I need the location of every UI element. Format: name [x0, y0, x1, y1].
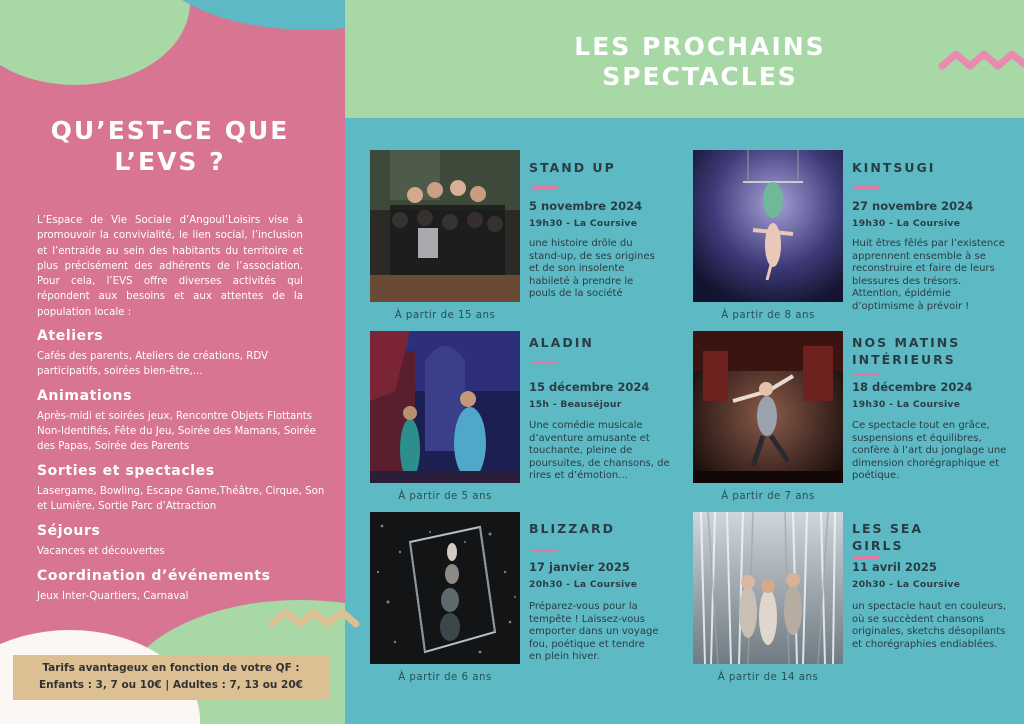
show-time: 19h30 - La Coursive — [852, 399, 961, 410]
section-sejours — [37, 523, 327, 559]
show-title: LES SEA GIRLS — [852, 521, 924, 553]
evs-intro: L’Espace de Vie Sociale d’Angoul’Loisirs vise à promouvoir la convivialité, le lien social, l’inclusion et l’entraide au sein des habitants du territoire et plus précisément des adhérents de l’association. Pour cela, l’EVS offre diverses activités qui répondent aux besoins et aux attentes de la population locale : — [37, 215, 303, 318]
show-title: NOS MATINS INTÉRIEURS — [852, 335, 961, 367]
show-time: 20h30 - La Coursive — [852, 579, 961, 590]
section-sorties — [37, 463, 327, 514]
tarifs-box — [13, 655, 329, 700]
show-date: 5 novembre 2024 — [529, 199, 643, 213]
section-title: Ateliers — [37, 328, 104, 344]
title-underline — [854, 373, 880, 376]
section-text: Vacances et découvertes — [37, 546, 165, 557]
section-title: Sorties et spectacles — [37, 463, 215, 479]
section-text: Jeux Inter-Quartiers, Carnaval — [37, 591, 189, 602]
show-date: 15 décembre 2024 — [529, 380, 650, 394]
squiggle-decoration — [268, 604, 360, 632]
age-label: À partir de 7 ans — [721, 491, 815, 502]
show-description: un spectacle haut en couleurs, où se succèdent chansons originales, sketchs désopilants et chorégraphies endiablées. — [852, 601, 1007, 650]
decor-blob — [0, 0, 190, 85]
show-description: Huit êtres fêlés par l’existence apprennent ensemble à se reconstruire et faire de leurs blessures des trésors. Attention, épidémie d’optimisme à prévoir ! — [852, 238, 1005, 312]
show-title: STAND UP — [529, 160, 616, 175]
title-underline — [854, 556, 880, 559]
section-title: Séjours — [37, 523, 101, 539]
show-description: Préparez-vous pour la tempête ! Laissez-vous emporter dans un voyage fou, poétique et tendre en plein hiver. — [529, 601, 659, 663]
show-description: Ce spectacle tout en grâce, suspensions et équilibres, confère à l’art du jonglage une dimension chorégraphique et poétique. — [852, 420, 1007, 482]
section-title: Coordination d’événements — [37, 568, 271, 584]
show-title: BLIZZARD — [529, 521, 615, 536]
age-label: À partir de 15 ans — [394, 310, 496, 321]
section-title: Animations — [37, 388, 133, 404]
activities-list — [37, 328, 327, 613]
show-time: 20h30 - La Coursive — [529, 579, 638, 590]
title-underline — [531, 549, 557, 552]
section-animations — [37, 388, 327, 454]
squiggle-decoration — [938, 46, 1024, 74]
title-underline — [531, 186, 557, 189]
show-photo-stand-up — [370, 150, 520, 302]
show-photo-aladin — [370, 331, 520, 483]
show-title: KINTSUGI — [852, 160, 936, 175]
section-coordination — [37, 568, 327, 604]
show-photo-blizzard — [370, 512, 520, 664]
section-text: Lasergame, Bowling, Escape Game,Théâtre, Cirque, Son et Lumière, Sortie Parc d’Attraction — [37, 486, 325, 512]
show-date: 18 décembre 2024 — [852, 380, 973, 394]
section-text: Après-midi et soirées jeux, Rencontre Objets Flottants Non-Identifiés, Fête du Jeu, Soirée des Mamans, Soirée des Papas, Soirée des Parents — [37, 411, 316, 452]
evs-title: QU’EST-CE QUE L’EVS ? — [50, 116, 290, 176]
title-underline — [854, 186, 880, 189]
show-time: 15h - Beauséjour — [529, 399, 622, 410]
show-photo-sea-girls — [693, 512, 843, 664]
tarifs-line: Tarifs avantageux en fonction de votre QF : — [42, 662, 300, 674]
show-date: 17 janvier 2025 — [529, 560, 630, 574]
title-underline — [531, 361, 557, 364]
section-text: Cafés des parents, Ateliers de créations, RDV participatifs, soirées bien-être,... — [37, 351, 268, 377]
show-title: ALADIN — [529, 335, 594, 350]
show-description: Une comédie musicale d’aventure amusante et touchante, pleine de poursuites, de chansons, de rires et d’émotion... — [529, 420, 670, 482]
age-label: À partir de 8 ans — [721, 310, 815, 321]
age-label: À partir de 14 ans — [717, 672, 819, 683]
show-time: 19h30 - La Coursive — [852, 218, 961, 229]
show-photo-nos-matins — [693, 331, 843, 483]
show-date: 11 avril 2025 — [852, 560, 937, 574]
show-date: 27 novembre 2024 — [852, 199, 974, 213]
age-label: À partir de 5 ans — [398, 491, 492, 502]
tarifs-line: Enfants : 3, 7 ou 10€ | Adultes : 7, 13 ou 20€ — [39, 679, 303, 691]
section-ateliers — [37, 328, 327, 379]
spectacles-title: LES PROCHAINS SPECTACLES — [574, 32, 826, 91]
show-time: 19h30 - La Coursive — [529, 218, 638, 229]
show-description: une histoire drôle du stand-up, de ses origines et de son insolente habileté à prendre le pouls de la société — [529, 238, 655, 300]
age-label: À partir de 6 ans — [398, 672, 492, 683]
show-photo-kintsugi — [693, 150, 843, 302]
